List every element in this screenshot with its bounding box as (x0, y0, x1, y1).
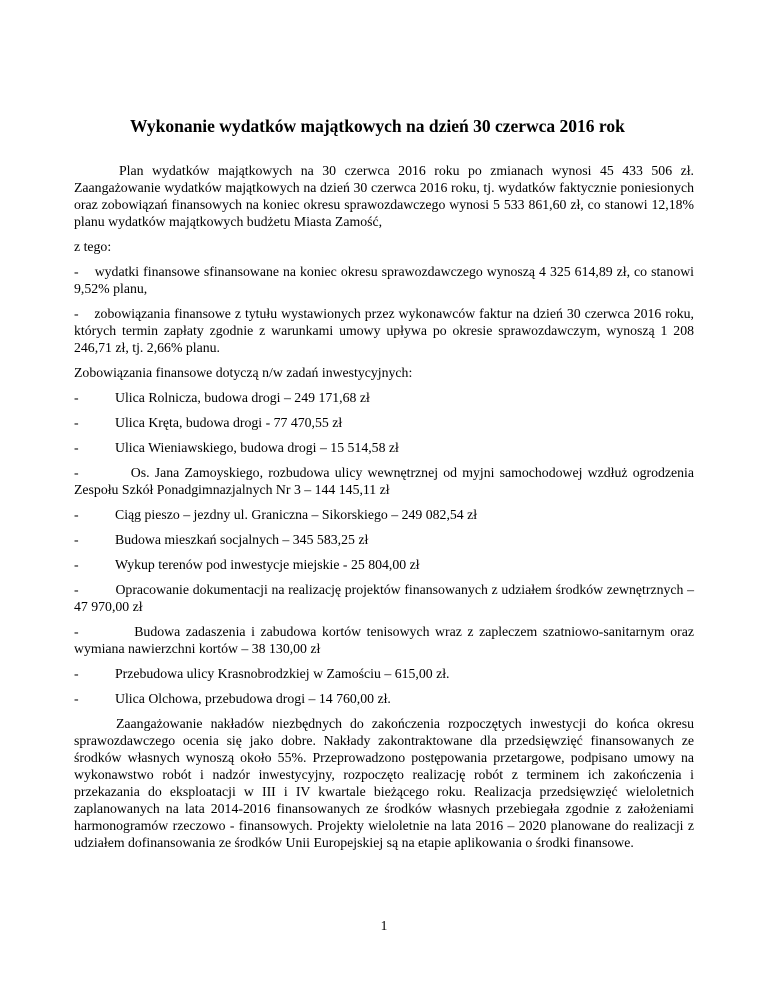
dash-marker: - (74, 507, 79, 522)
task-item (74, 581, 694, 615)
dash-marker: - (74, 691, 79, 706)
dash-marker: - (74, 624, 79, 639)
dash-marker: - (74, 415, 79, 430)
summary-paragraph: Zaangażowanie nakładów niezbędnych do zakończenia rozpoczętych inwestycji do końca okresu sprawozdawczego ocenia się jako dobre. Nakłady zakontraktowane dla przedsięwzięć finansowanych ze środków własnych wynoszą około 55%. Przeprowadzono postępowania przetargowe, podpisano umowy na wykonawstwo robót i nadzór inwestycyjny, rozpoczęto realizację robót z terminem ich zakończenia i przekazania do eksploatacji w III i IV kwartale bieżącego roku. Realizacja przedsięwzięć wieloletnich zaplanowanych na lata 2014-2016 finansowanych ze środków własnych przebiegała zgodnie z założeniami harmonogramów rzeczowo - finansowych. Projekty wieloletnie na lata 2016 – 2020 planowane do realizacji z udziałem dofinansowania ze środków Unii Europejskiej są na etapie aplikowania o środki finansowe. (74, 716, 694, 850)
dash-marker: - (74, 390, 79, 405)
dash-marker: - (74, 532, 79, 547)
task-item (74, 439, 694, 456)
dash-marker: - (74, 465, 79, 480)
dash-marker: - (74, 666, 79, 681)
dash-marker: - (74, 264, 79, 279)
document-body (74, 162, 694, 859)
dash-marker: - (74, 306, 79, 321)
task-text: Budowa mieszkań socjalnych – 345 583,25 zł (115, 532, 369, 547)
task-item (74, 506, 694, 523)
task-text: Ulica Wieniawskiego, budowa drogi – 15 514,58 zł (115, 440, 399, 455)
zadania-header: Zobowiązania finansowe dotyczą n/w zadań inwestycyjnych: (74, 365, 413, 380)
task-item (74, 389, 694, 406)
z-tego-label: z tego: (74, 239, 112, 254)
zobowiazania-finansowe-text: zobowiązania finansowe z tytułu wystawionych przez wykonawców faktur na dzień 30 czerwca 2016 roku, których termin zapłaty zgodnie z warunkami umowy upływa po okresie sprawozdawczym, wynoszą 1 208 246,71 zł, tj. 2,66% planu. (74, 306, 694, 355)
task-text: Os. Jana Zamoyskiego, rozbudowa ulicy wewnętrznej od myjni samochodowej wzdłuż ogrodzenia Zespołu Szkół Ponadgimnazjalnych Nr 3 – 144 145,11 zł (74, 465, 694, 497)
task-item (74, 531, 694, 548)
document-title: Wykonanie wydatków majątkowych na dzień 30 czerwca 2016 rok (130, 116, 625, 136)
task-text: Ulica Rolnicza, budowa drogi – 249 171,68 zł (115, 390, 370, 405)
wydatki-finansowe-item (74, 263, 694, 297)
task-item (74, 464, 694, 498)
task-text: Ulica Olchowa, przebudowa drogi – 14 760,00 zł. (115, 691, 391, 706)
zobowiazania-finansowe-item (74, 305, 694, 356)
dash-marker: - (74, 582, 79, 597)
dash-marker: - (74, 440, 79, 455)
task-text: Budowa zadaszenia i zabudowa kortów tenisowych wraz z zapleczem szatniowo-sanitarnym oraz wymiana nawierzchni kortów – 38 130,00 zł (74, 624, 694, 656)
page-number: 1 (380, 918, 388, 933)
task-item (74, 665, 694, 682)
task-item (74, 623, 694, 657)
intro-paragraph: Plan wydatków majątkowych na 30 czerwca 2016 roku po zmianach wynosi 45 433 506 zł. Zaangażowanie wydatków majątkowych na dzień 30 czerwca 2016 roku, tj. wydatków faktycznie poniesionych oraz zobowiązań finansowych na koniec okresu sprawozdawczego wynosi 5 533 861,60 zł, co stanowi 12,18% planu wydatków majątkowych budżetu Miasta Zamość, (74, 163, 694, 229)
task-item (74, 690, 694, 707)
task-text: Wykup terenów pod inwestycje miejskie - 25 804,00 zł (115, 557, 420, 572)
task-item (74, 556, 694, 573)
dash-marker: - (74, 557, 79, 572)
task-text: Przebudowa ulicy Krasnobrodzkiej w Zamościu – 615,00 zł. (115, 666, 450, 681)
wydatki-finansowe-text: wydatki finansowe sfinansowane na koniec okresu sprawozdawczego wynoszą 4 325 614,89 zł, co stanowi 9,52% planu, (74, 264, 695, 296)
task-text: Ulica Kręta, budowa drogi - 77 470,55 zł (115, 415, 343, 430)
task-item (74, 414, 694, 431)
task-text: Opracowanie dokumentacji na realizację projektów finansowanych z udziałem środków zewnętrznych – 47 970,00 zł (74, 582, 694, 614)
task-text: Ciąg pieszo – jezdny ul. Graniczna – Sikorskiego – 249 082,54 zł (115, 507, 478, 522)
